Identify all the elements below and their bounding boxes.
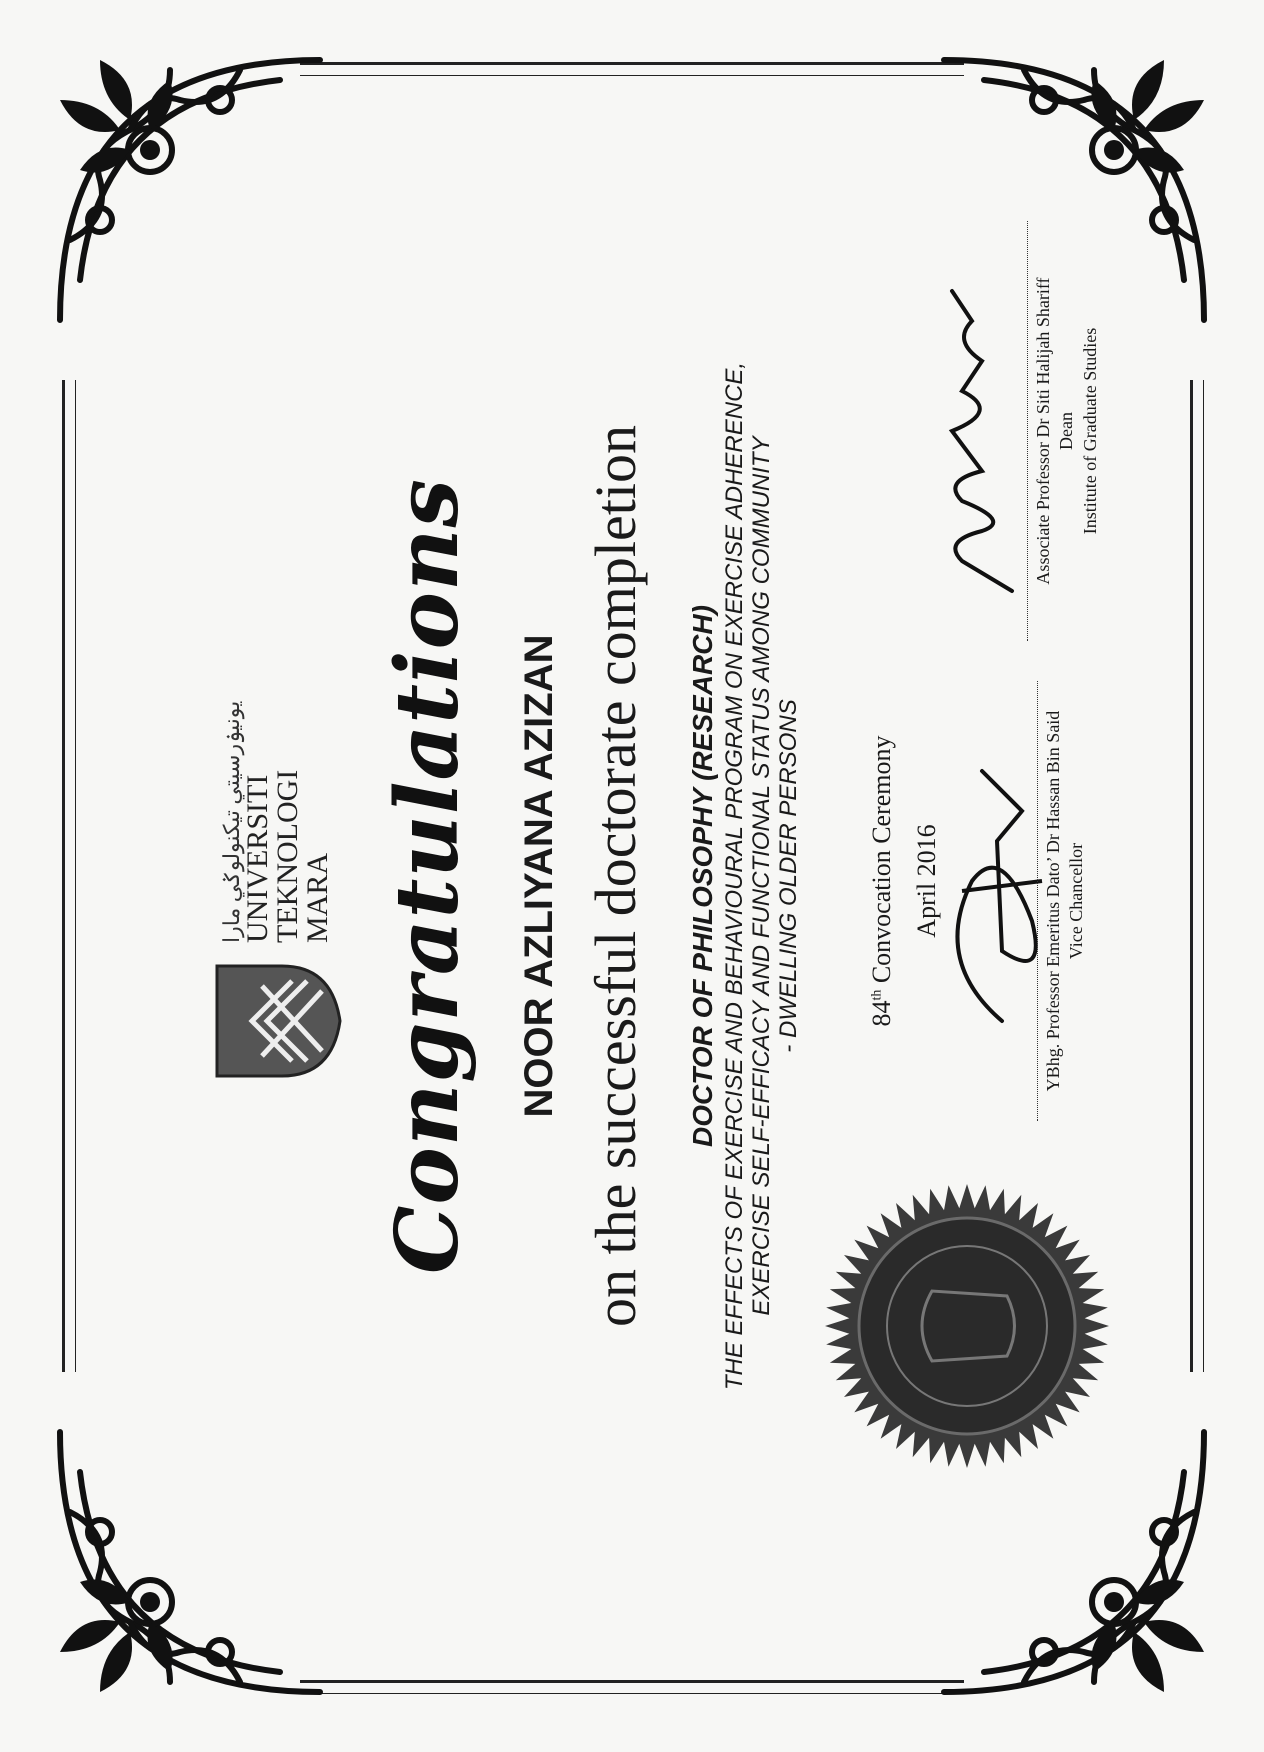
university-name (221, 701, 333, 943)
vice-chancellor-signature-icon (942, 741, 1052, 1041)
convocation-ceremony (867, 681, 897, 1081)
thesis-line-2: EXERCISE SELF-EFFICACY AND FUNCTIONAL STATUS AMONG COMMUNITY (747, 436, 775, 1316)
border-top (300, 62, 964, 76)
border-bottom (300, 1680, 964, 1694)
signatory-title: Dean (1056, 412, 1077, 450)
certificate-heading: Congratulations (377, 478, 478, 1274)
degree-title: DOCTOR OF PHILOSOPHY (RESEARCH) (687, 605, 718, 1147)
ceremony-date: April 2016 (912, 824, 941, 938)
university-name-line-1: UNIVERSITI (241, 774, 274, 943)
certificate-content (122, 111, 1142, 1641)
signatory-unit: Institute of Graduate Studies (1079, 327, 1100, 535)
thesis-line-1: THE EFFECTS OF EXERCISE AND BEHAVIOURAL PROGRAM ON EXERCISE ADHERENCE, (721, 361, 748, 1391)
ceremony-number: 84 (867, 1000, 896, 1027)
signatory-dean (1027, 221, 1102, 641)
completion-line: on the successful doctorate completion (583, 425, 648, 1327)
border-left (62, 380, 76, 1372)
signature-line (1037, 681, 1038, 1121)
signatory-title: Vice Chancellor (1066, 842, 1087, 960)
university-name-line-2: TEKNOLOGI (271, 769, 304, 943)
recipient-name: NOOR AZLIYANA AZIZAN (517, 634, 561, 1118)
dean-signature-icon (922, 281, 1032, 601)
university-crest-icon (212, 961, 342, 1081)
signatory-name: YBhg. Professor Emeritus Dato’ Dr Hassan Bin Said (1043, 710, 1063, 1092)
signatory-name: Associate Professor Dr Siti Halijah Shariff (1033, 277, 1053, 585)
signatory-vice-chancellor (1037, 681, 1089, 1121)
border-right (1190, 380, 1204, 1372)
university-name-jawi: يونيۏرسيتي تيكنولوݢي مارا (219, 700, 244, 943)
ceremony-suffix: th (869, 989, 885, 1001)
university-logo-block (212, 701, 342, 1081)
thesis-title (722, 231, 803, 1521)
university-name-line-3: MARA (301, 852, 334, 943)
signature-line (1027, 221, 1028, 641)
thesis-line-3: - DWELLING OLDER PERSONS (774, 699, 802, 1053)
embossed-seal-icon (822, 1181, 1112, 1471)
ceremony-label: Convocation Ceremony (867, 735, 896, 984)
